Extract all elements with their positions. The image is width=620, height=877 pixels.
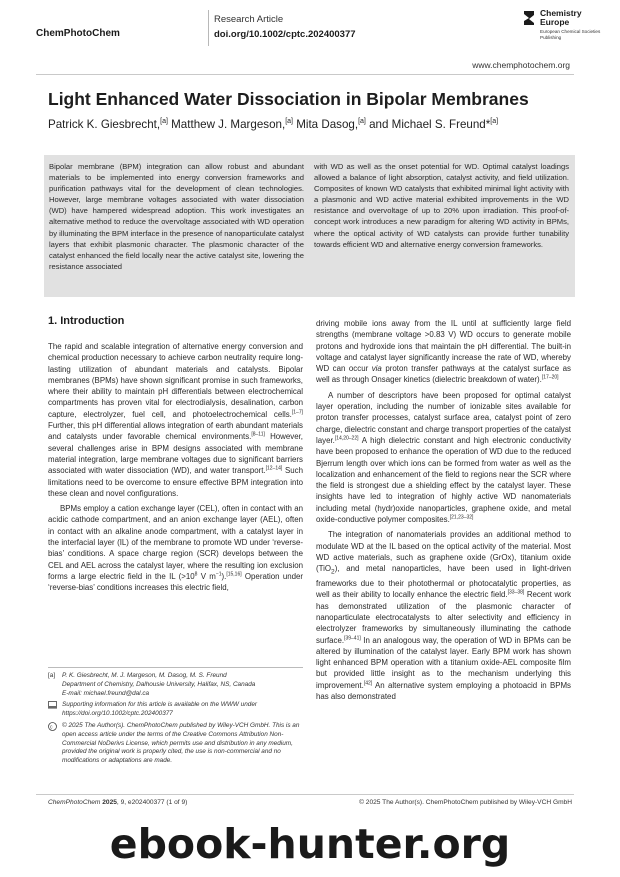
author-affiliation: [a] (490, 118, 499, 126)
license-footnote: c © 2025 The Author(s). ChemPhotoChem published by Wiley-VCH GmbH. This is an open access article under the terms of the Creative Commons Attribution Non-Commercial NoDerivs License, which permits use and distribution in any medium, provided the original work is properly cited, the use is non-commercial and no modifications or adaptations are made. (50, 721, 300, 765)
supporting-info-footnote: Supporting information for this article is available on the WWW under https://doi.org/10.1002/cptc.202400377 (48, 701, 303, 719)
page-header (0, 0, 620, 52)
body-column-left (48, 341, 303, 657)
citation-link[interactable]: [12–14] (265, 465, 283, 472)
citation-link[interactable]: [8–11] (251, 431, 265, 438)
footer-rule (36, 794, 574, 795)
author-list (48, 118, 498, 131)
supporting-info-icon (48, 701, 58, 719)
author-affiliation: [a] (160, 118, 168, 126)
abstract-column-right: with WD as well as the onset potential for WD. Optimal catalyst loadings allowed a balance of light absorption, catalyst activity, and field utilization. Composites of known WD catalysts that exhibited minimal light activity with a plasmonic and WD active material exhibited improvements in the WD resistance and overvoltage of up to 20% upon irradiation. This proof-of-concept work introduces a new paradigm for altering WD activity in BPMs, where the optical activity of WD catalysts can provide further tunability towards efficient WD and alternative energy conversion frameworks. (314, 162, 569, 249)
citation-link[interactable]: [15,16] (226, 571, 242, 578)
watermark-text: ebook-hunter.org (109, 820, 511, 868)
footer-copyright: © 2025 The Author(s). ChemPhotoChem published by Wiley-VCH GmbH (359, 799, 572, 806)
paragraph: A number of descriptors have been proposed for optimal catalyst layer operation, including the number of ionizable sites available for proton transfer processes, catalyst surface area, catalyst point of zero charge, dielectric constant and charge transport properties of the catalyst layer.[14,20–22] A high dielectric constant and high electronic conductivity have been proposed to enhance the operation of WD due to the reduced Bjerrum length over which ions can be formed from water as well as the localization and enhancement of the field to regions near the SCR where the field is strongest due a shielding effect by the catalyst layer. These insights have led to integration of highly active WD nanomaterials including metal (hydr)oxide nanoparticles, graphene oxide, and metal oxide-conductive polymer composites.[21,23–32] (316, 390, 571, 525)
affiliation-footnote: [a] P. K. Giesbrecht, M. J. Margeson, M. Dasog, M. S. Freund Department of Chemistry, Dalhousie University, Halifax, NS, Canada E-mail: michael.freund@dal.ca (48, 672, 303, 698)
citation-link[interactable]: [1–7] (291, 409, 303, 416)
author-name[interactable]: Patrick K. Giesbrecht, (48, 118, 161, 131)
journal-name: ChemPhotoChem (36, 28, 120, 39)
author-email[interactable]: E-mail: michael.freund@dal.ca (62, 689, 150, 697)
publisher-name: Chemistry Europe (540, 8, 582, 27)
site-url-link[interactable]: www.chemphotochem.org (472, 60, 570, 70)
author-name[interactable]: and Michael S. Freund* (365, 118, 491, 131)
footer-citation: ChemPhotoChem 2025, 9, e202400377 (1 of 9) (48, 799, 188, 806)
citation-link[interactable]: [42] (363, 680, 373, 687)
header-divider (208, 10, 209, 46)
paragraph: The integration of nanomaterials provides an additional method to modulate WD at the IL based on the optical activity of the material. Most WD active materials, such as graphene oxide (GrOx), titanium oxide (TiO$_2$), and metal nanoparticles, have been used in light-driven frameworks due to their photothermal or photocatalytic properties, as well as their ability to locally enhance the electric field.[33–38] Recent work has demonstrated utilization of the plasmonic character of nanoparticulate electrocatalysts to alter selectivity and efficiency in electrolyzer frameworks by simultaneously illuminating the cathode surface.[39–41] In an analogous way, the operation of WD in BPMs can be altered by illumination of the catalyst layer. Early BPM work has shown light enhanced BPM operation with a titanium oxide-AEL composite film but provided little insight as to the mechanism underlying this improvement.[42] An alternative system employing a photoacid in BPMs has also demonstrated (316, 530, 571, 702)
article-type: Research Article (214, 14, 284, 25)
paragraph: The rapid and scalable integration of alternative energy conversion and chemical production necessary to achieve carbon neutrality require long-lasting utilization of abundant materials and catalysts. Bipolar membranes (BPMs) have shown significant promise in such frameworks, where their ability to maintain pH differentials between electrochemical compartments has proven vital for electrodialysis, desalination, carbon capture, electrolyzer, fuel cell, and photoelectrochemical cells.[1–7] Further, this pH differential allows integration of earth abundant materials and catalysts under favorable chemical environments.[8–11] However, several challenges arise in BPM designs associated with membrane material integration, large membrane voltages due to significant barriers associated with water dissociation (WD), and water transport.[12–14] Such limitations need to be overcome to ensure effective BPM integration into these clean and novel configurations. (48, 342, 303, 498)
body-column-right (316, 318, 571, 790)
citation-link[interactable]: [33–38] (507, 589, 525, 596)
abstract-column-left: Bipolar membrane (BPM) integration can allow robust and abundant materials to be implemented into energy conversion frameworks and purification pathways vital for the development of clean technologies. However, large membrane voltages associated with water dissociation (WD) have hampered widespread adoption. This work investigates an alternative method to reduce the overvoltage associated with WD operation by illuminating the BPM interface in the presence of nanoparticulate catalyst layers that exhibit plasmonic character. The plasmonic character of the catalyst enhanced the field locally near the active catalyst site, lowering the resistance associated (49, 162, 304, 271)
paragraph: BPMs employ a cation exchange layer (CEL), often in contact with an acidic cathode compartment, and an anion exchange layer (AEL), often in contact with an alkaline anode compartment, with a catalyst layer in the interfacial layer (IL) of the membrane to promote WD under ‘reverse-bias’ conditions. A space charge region (SCR) develops between the CEL and AEL across the catalyst layer, where the resulting ion exclusion forms a large electric field in the IL ($>10^8$ V $m^{-1}).[15,16]$ Operation under ‘reverse-bias’ conditions increases this electric field, (48, 504, 303, 593)
author-affiliation: [a] (358, 118, 366, 126)
abstract-box (44, 155, 575, 297)
section-heading: 1. Introduction (48, 315, 125, 327)
author-name[interactable]: Mita Dasog, (293, 118, 359, 131)
open-access-icon (48, 722, 58, 766)
citation-link[interactable]: [21,23–32] (449, 514, 474, 521)
article-title: Light Enhanced Water Dissociation in Bipolar Membranes (48, 89, 529, 109)
citation-link[interactable]: [14,20–22] (334, 435, 359, 442)
chemistry-europe-icon (522, 10, 536, 26)
author-name[interactable]: Matthew J. Margeson, (167, 118, 286, 131)
paragraph: driving mobile ions away from the IL until at sufficiently large field strengths (membrane voltage >0.83 V) WD occurs to generate mobile protons and hydroxide ions that maintain the pH differential. The built-in voltage and catalyst layer significantly increase the rate of WD, whereby WD can occur via proton transfer pathways at the catalyst surface as well as through Onsager kinetics (dielectric breakdown of water).[17–20] (316, 319, 571, 385)
footnotes (48, 672, 303, 769)
publisher-subtitle: European Chemical Societies Publishing (540, 29, 601, 40)
footnote-rule (48, 667, 303, 668)
citation-link[interactable]: [17–20] (541, 374, 559, 381)
doi-link[interactable]: doi.org/10.1002/cptc.202400377 (214, 29, 356, 40)
header-rule (36, 74, 574, 75)
footnote-mark: [a] (48, 672, 56, 679)
author-affiliation: [a] (285, 118, 293, 126)
citation-link[interactable]: [39–41] (344, 634, 361, 641)
svg-text:c: c (50, 724, 53, 731)
